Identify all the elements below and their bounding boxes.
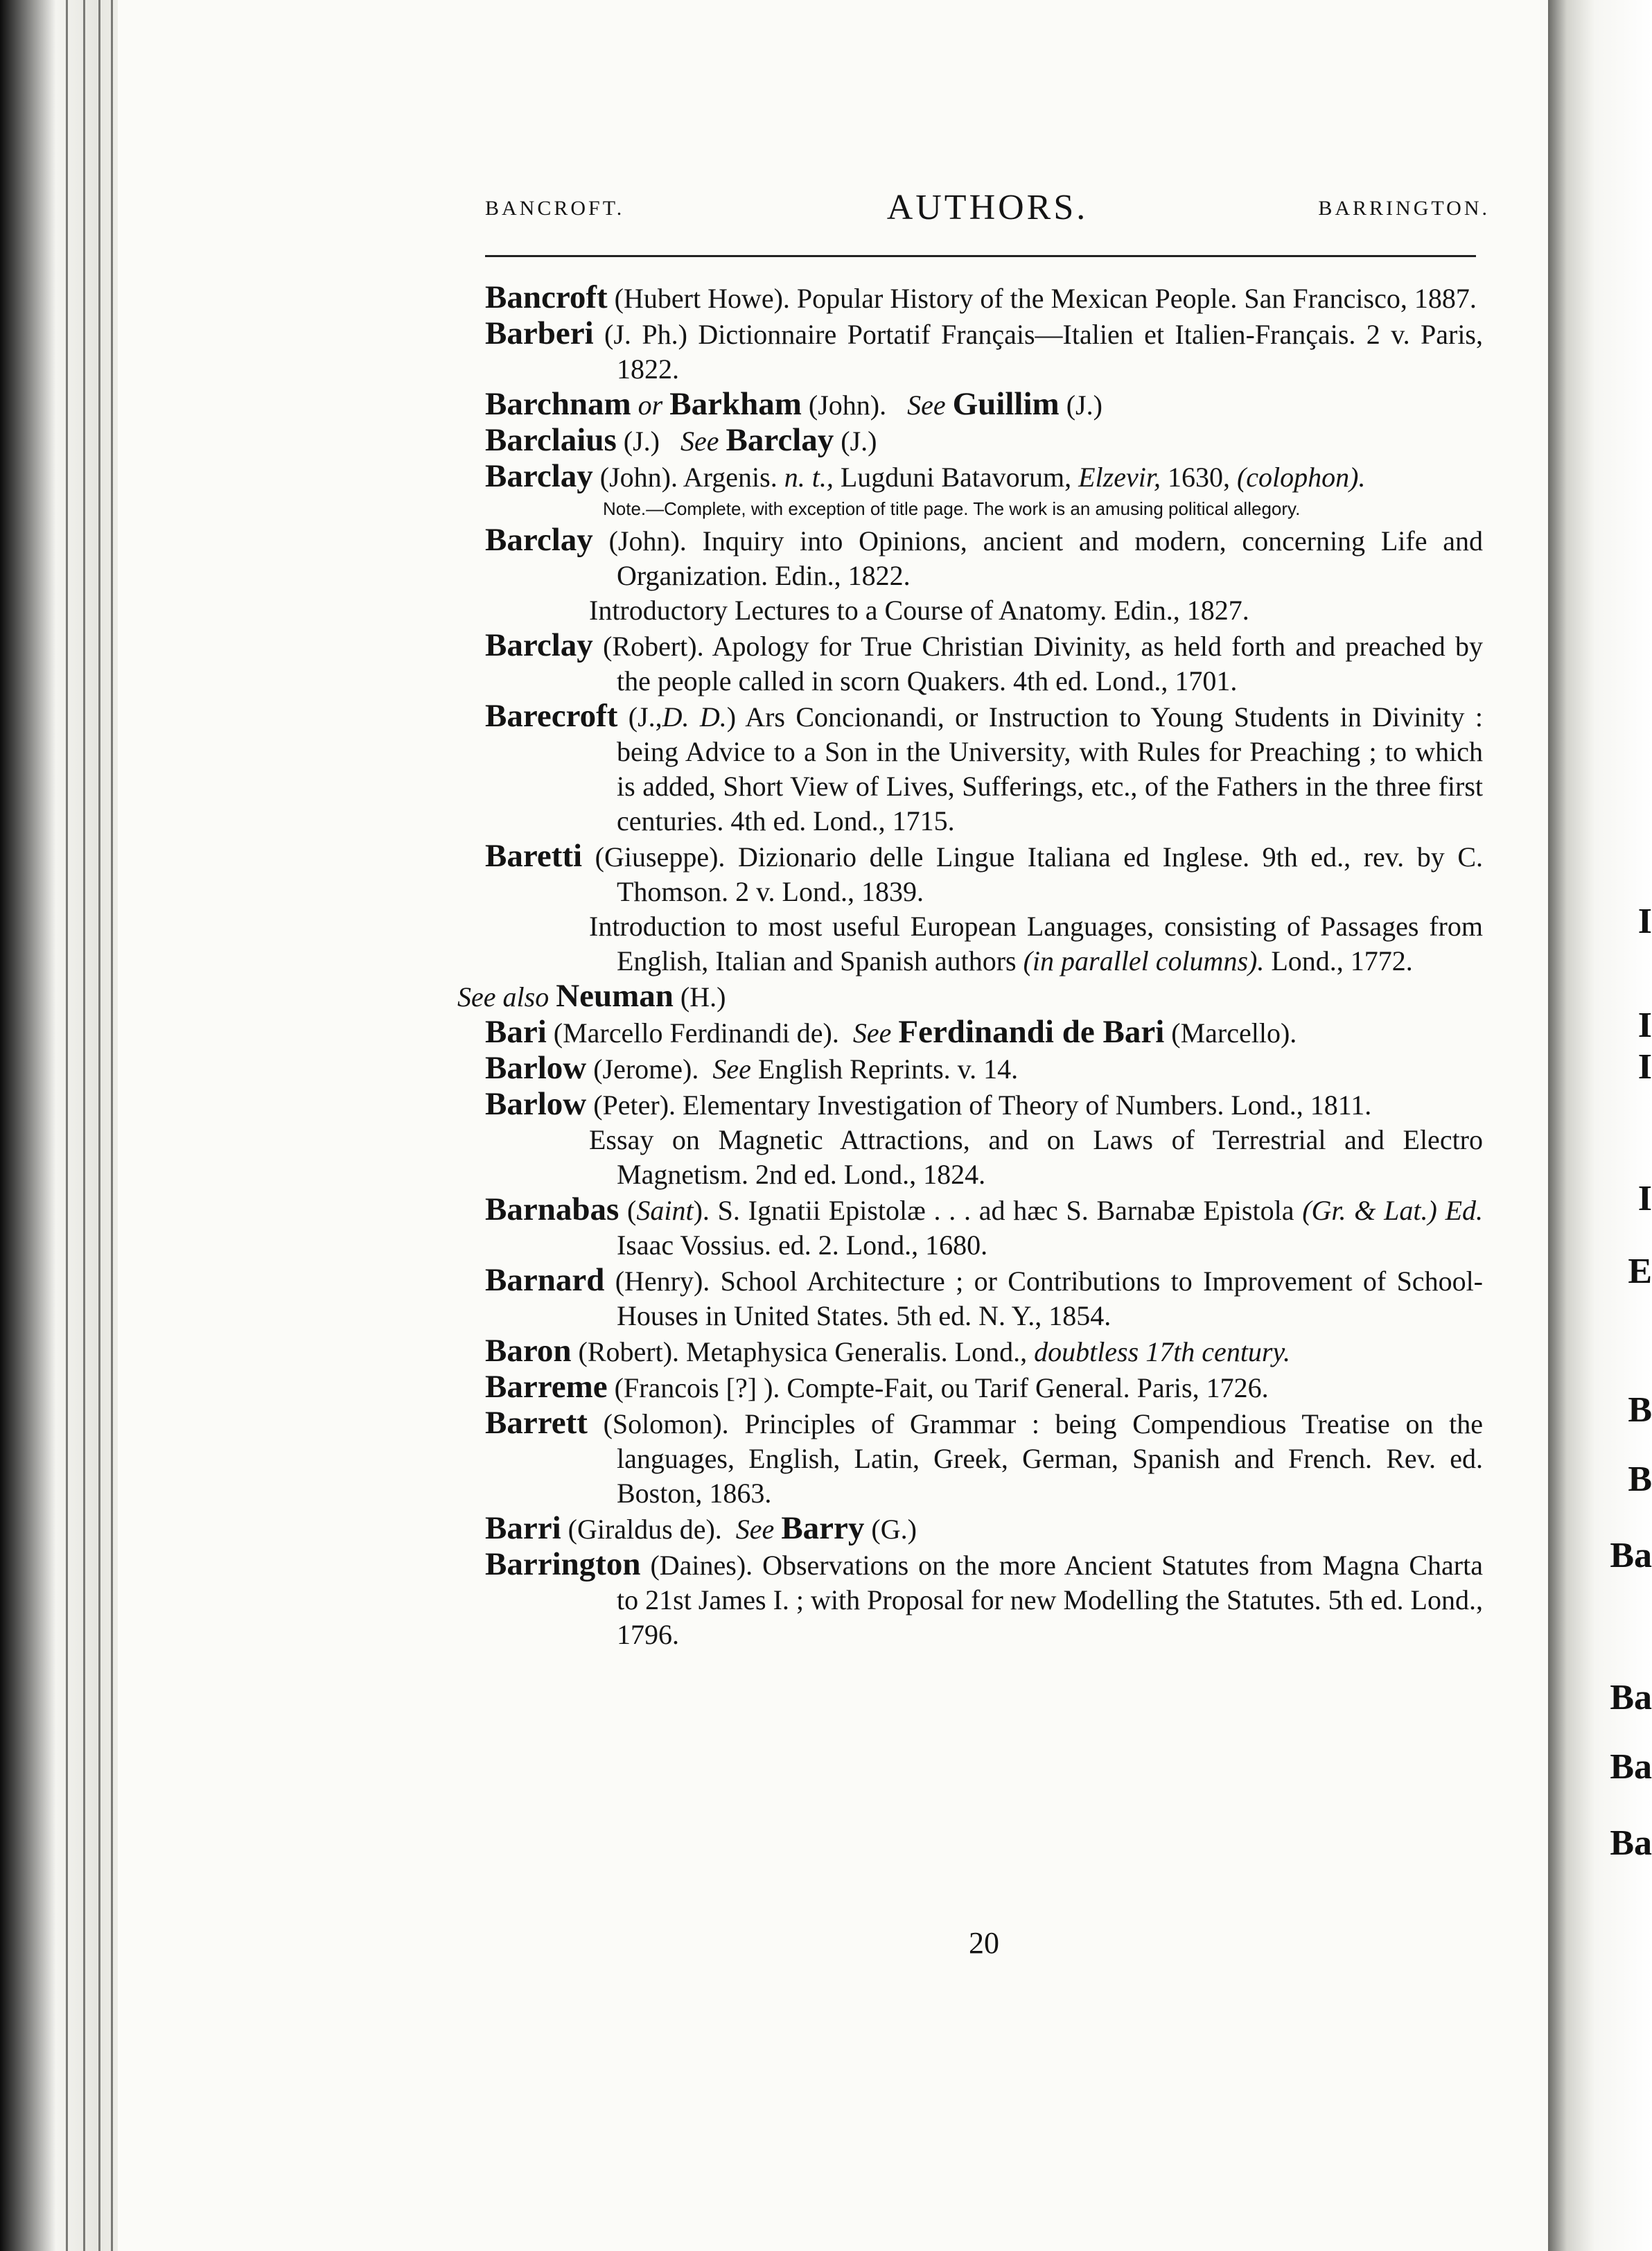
entry-text: ( — [627, 1195, 637, 1226]
entry-heading: Baretti — [485, 838, 583, 874]
see-also-entry — [457, 978, 1483, 1015]
margin-fragment: Ba — [1610, 1678, 1652, 1717]
catalog-entry — [485, 523, 1483, 593]
subentry-text: Lond., 1772. — [1271, 945, 1413, 976]
cross-reference: Barry — [781, 1510, 865, 1546]
catalog-entry — [485, 1369, 1483, 1405]
catalog-subentry: Introductory Lectures to a Course of Anatomy. Edin., 1827. — [589, 595, 1249, 626]
entry-note: Note.—Complete, with exception of title page. The work is an amusing political allegory. — [603, 498, 1301, 519]
entry-text: (J.) — [623, 426, 660, 457]
catalog-subentry: Essay on Magnetic Attractions, and on Laws of Terrestrial and Electro Magnetism. 2nd ed. Lond., 1824. — [589, 1124, 1483, 1190]
entry-text: (Solomon). Principles of Grammar : being Compendious Treatise on the languages, English, Latin, Greek, German, Spanish and French. Rev. ed. Boston, 1863. — [603, 1408, 1483, 1509]
entry-text: (Marcello Ferdinandi de). — [553, 1017, 839, 1049]
catalog-entry — [485, 387, 1483, 423]
subentry-text: Introduction to most useful European Languages, consisting of Passages from English, Italian and Spanish authors — [589, 911, 1483, 976]
entry-text: (J.) — [841, 426, 877, 457]
margin-fragment: B — [1628, 1460, 1652, 1499]
running-head-left: BANCROFT. — [485, 197, 625, 220]
cross-reference: Neuman — [556, 978, 674, 1014]
catalog-entry — [485, 280, 1483, 316]
entry-heading: Barclay — [485, 522, 593, 558]
entry-text: (J., — [628, 701, 662, 733]
entry-text: 1630, — [1167, 462, 1230, 493]
adjacent-page-strip — [1548, 0, 1652, 2251]
entry-text: (Peter). Elementary Investigation of Theory of Numbers. Lond., 1811. — [593, 1089, 1372, 1121]
entry-text: (Daines). Observations on the more Ancient Statutes from Magna Charta to 21st James I. ; with Proposal for new Modelling the Statutes. 5th ed. Lond., 1796. — [617, 1550, 1483, 1650]
catalog-entries — [457, 279, 1484, 1652]
catalog-entry — [485, 1405, 1483, 1511]
entry-text: (J.) — [1066, 389, 1102, 421]
running-head — [485, 187, 1490, 236]
catalog-entry — [485, 1015, 1483, 1051]
catalog-entry — [485, 1333, 1483, 1369]
entry-heading: Barecroft — [485, 698, 618, 734]
catalog-entry — [485, 1192, 1483, 1263]
margin-fragment: I — [1637, 902, 1652, 941]
entry-italic: D. D. — [662, 701, 727, 733]
catalog-entry — [485, 1263, 1483, 1333]
entry-text: (Robert). Metaphysica Generalis. Lond., — [578, 1336, 1028, 1367]
page-edge-line — [66, 0, 68, 2251]
entry-text: (Giraldus de). — [568, 1514, 722, 1545]
entry-text: (H.) — [680, 981, 726, 1013]
entry-heading: Barclaius — [485, 422, 617, 458]
catalog-entry — [485, 1511, 1483, 1547]
margin-fragment: Ba — [1610, 1823, 1652, 1863]
entry-text: Isaac Vossius. ed. 2. Lond., 1680. — [617, 1229, 988, 1261]
see-reference-label: See — [712, 1053, 751, 1085]
running-head-right: BARRINGTON. — [1318, 197, 1490, 220]
entry-heading: Barlow — [485, 1050, 587, 1086]
cross-reference: Barclay — [726, 422, 834, 458]
entry-text: Lugduni Batavorum, — [840, 462, 1072, 493]
see-reference-label: See — [680, 426, 719, 457]
see-reference-label: See — [907, 389, 946, 421]
entry-text: (Marcello). — [1171, 1017, 1297, 1049]
page-edge-line — [98, 0, 100, 2251]
entry-text: (Francois [?] ). Compte-Fait, ou Tarif General. Paris, 1726. — [614, 1372, 1269, 1403]
catalog-entry — [485, 699, 1483, 839]
margin-fragment: E — [1628, 1252, 1652, 1291]
entry-heading: Barclay — [485, 627, 593, 663]
cross-reference: Ferdinandi de Bari — [898, 1014, 1165, 1050]
running-head-title: AUTHORS. — [886, 188, 1089, 227]
entry-italic: (in parallel columns). — [1023, 945, 1265, 976]
entry-text: ). S. Ignatii Epistolæ . . . ad hæc S. Barnabæ Epistola — [693, 1195, 1294, 1226]
catalog-entry — [485, 839, 1483, 909]
catalog-entry — [485, 628, 1483, 699]
entry-heading: Baron — [485, 1333, 572, 1369]
catalog-entry — [485, 1051, 1483, 1087]
entry-heading: Barchnam — [485, 386, 631, 422]
entry-text: (Giuseppe). Dizionario delle Lingue Italiana ed Inglese. 9th ed., rev. by C. Thomson. 2 v. Lond., 1839. — [595, 841, 1483, 907]
margin-fragment: I — [1637, 1047, 1652, 1087]
entry-heading: Barnabas — [485, 1191, 620, 1227]
page-edge-line — [111, 0, 113, 2251]
entry-connector: or — [638, 389, 663, 421]
entry-heading: Barri — [485, 1510, 561, 1546]
entry-heading: Bancroft — [485, 279, 608, 315]
margin-fragment: Ba — [1610, 1536, 1652, 1575]
entry-heading: Barberi — [485, 315, 594, 351]
entry-text: (John). Inquiry into Opinions, ancient and modern, concerning Life and Organization. Edin., 1822. — [608, 525, 1484, 591]
catalog-entry — [485, 1087, 1483, 1123]
margin-fragment: B — [1628, 1390, 1652, 1430]
entry-text: (John). Argenis. — [599, 462, 777, 493]
cross-reference: Guillim — [952, 386, 1060, 422]
entry-heading: Barlow — [485, 1086, 587, 1122]
header-rule — [485, 255, 1476, 257]
entry-heading: Barreme — [485, 1369, 608, 1405]
see-reference-label: See — [852, 1017, 892, 1049]
catalog-entry — [485, 1547, 1483, 1652]
catalog-entry — [485, 316, 1483, 387]
entry-heading: Bari — [485, 1014, 547, 1050]
entry-heading: Barrett — [485, 1405, 588, 1441]
page-edge-line — [83, 0, 85, 2251]
entry-text: (Jerome). — [593, 1053, 699, 1085]
entry-text: (Hubert Howe). Popular History of the Mexican People. San Francisco, 1887. — [614, 283, 1477, 314]
entry-heading-alt: Barkham — [669, 386, 802, 422]
entry-text: (John). — [808, 389, 887, 421]
entry-italic: (Gr. & Lat.) Ed. — [1302, 1195, 1484, 1226]
see-reference-label: See — [735, 1514, 775, 1545]
entry-text: (G.) — [871, 1514, 917, 1545]
entry-text: (J. Ph.) Dictionnaire Portatif Français—Italien et Italien-Français. 2 v. Paris, 1822. — [604, 319, 1483, 385]
margin-fragment: Ba — [1610, 1747, 1652, 1787]
entry-heading: Barclay — [485, 458, 593, 494]
entry-text: (Henry). School Architecture ; or Contributions to Improvement of School-Houses in United States. 5th ed. N. Y., 1854. — [615, 1265, 1483, 1331]
margin-fragment: I — [1637, 1179, 1652, 1218]
entry-text: English Reprints. v. 14. — [757, 1053, 1019, 1085]
catalog-entry — [485, 423, 1483, 459]
see-also-label: See also — [457, 981, 550, 1013]
catalog-subentry — [485, 909, 1483, 979]
entry-italic: Elzevir, — [1078, 462, 1161, 493]
entry-text: (Robert). Apology for True Christian Divinity, as held forth and preached by the people called in scorn Quakers. 4th ed. Lond., 1701. — [603, 631, 1483, 697]
entry-italic: (colophon). — [1236, 462, 1366, 493]
entry-heading: Barnard — [485, 1262, 605, 1298]
page-number: 20 — [969, 1926, 999, 1960]
catalog-entry — [485, 459, 1483, 495]
entry-italic: doubtless 17th century. — [1034, 1336, 1291, 1367]
entry-italic: Saint — [636, 1195, 694, 1226]
entry-text: ) Ars Concionandi, or Instruction to Young Students in Divinity : being Advice to a Son in the University, with Rules for Preaching ; to which is added, Short View of Lives, Sufferings, etc., of the Fathers in the three first centuries. 4th ed. Lond., 1715. — [617, 701, 1483, 837]
margin-fragment: I — [1637, 1006, 1652, 1045]
entry-italic: n. t., — [784, 462, 834, 493]
entry-heading: Barrington — [485, 1546, 641, 1582]
